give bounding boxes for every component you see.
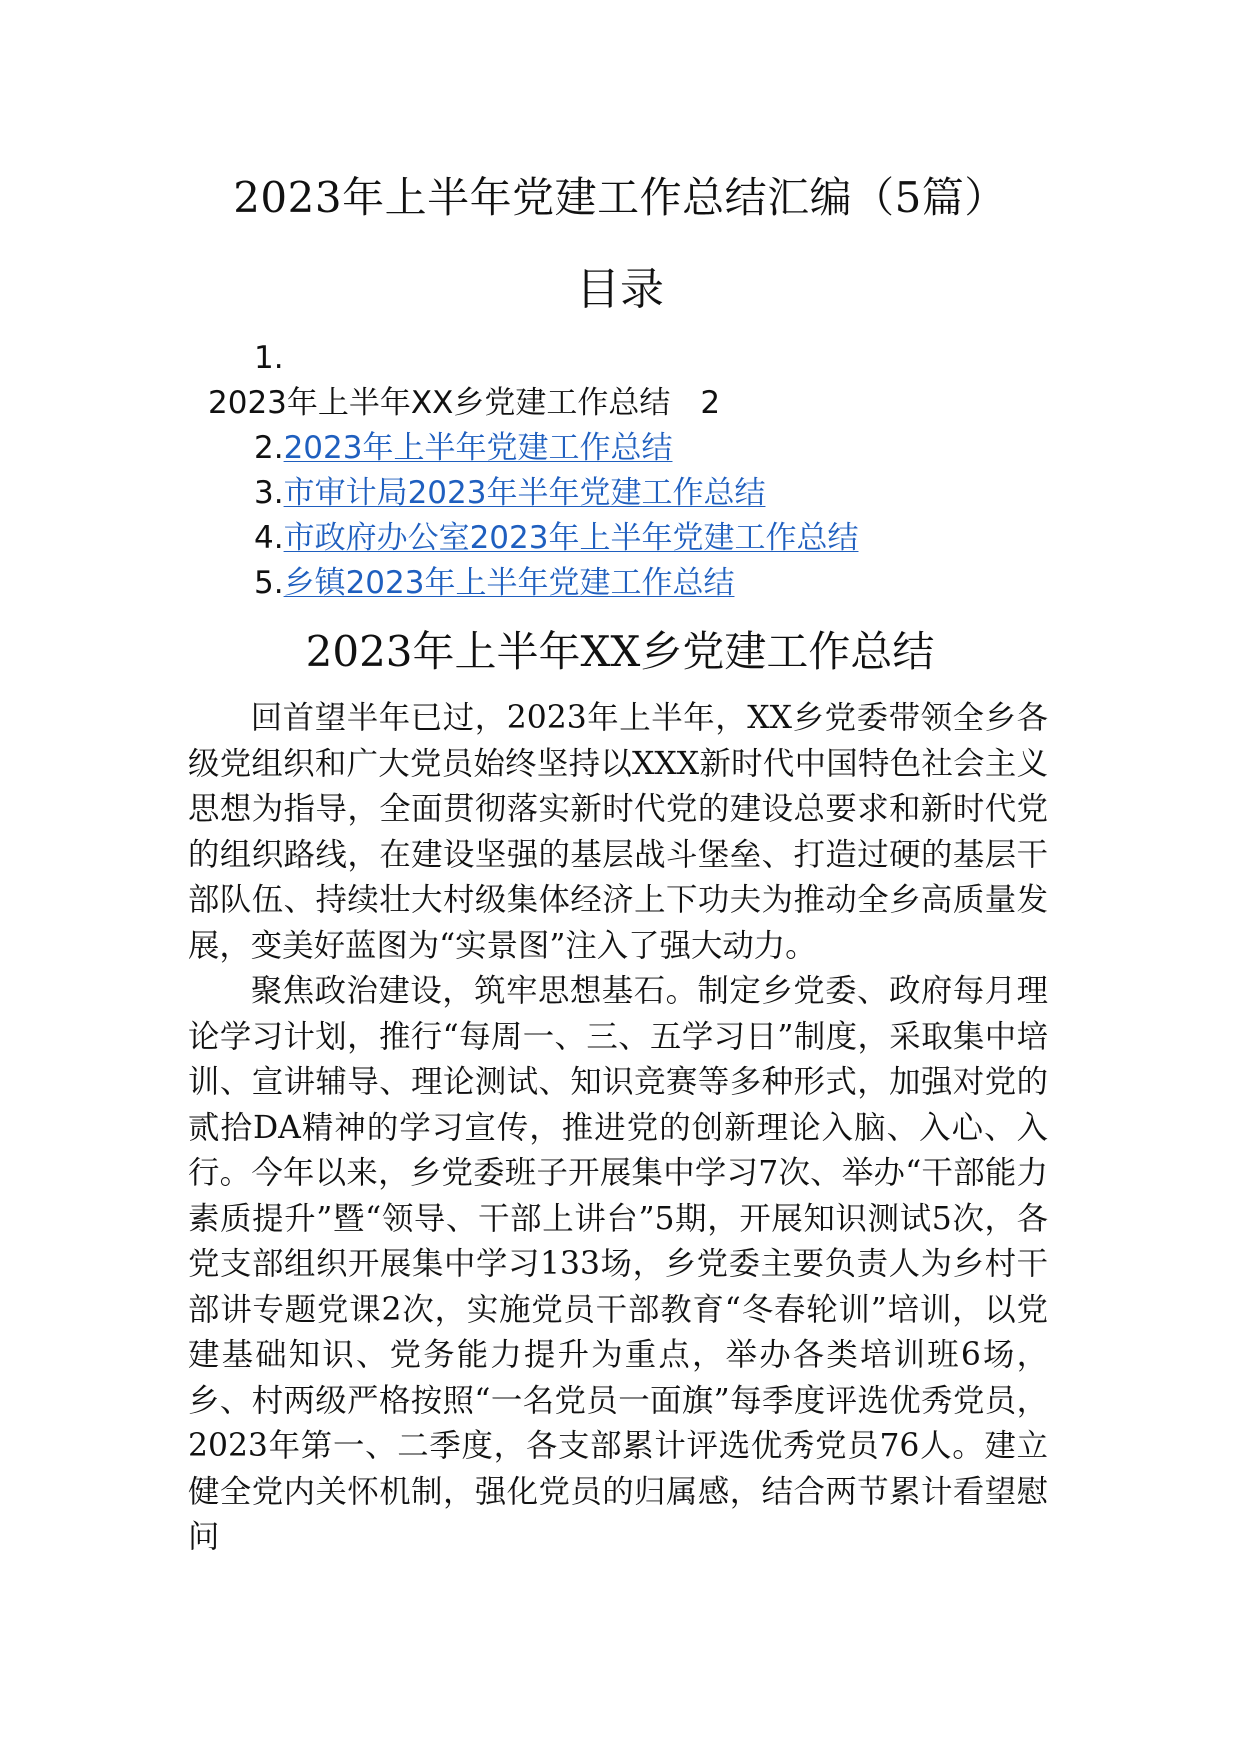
toc-link-5[interactable]: 乡镇2023年上半年党建工作总结 (283, 565, 735, 601)
toc-item-5 (208, 561, 1088, 606)
toc-item-5-number: 5. (254, 565, 284, 601)
toc-item-1-page: 2 (700, 385, 721, 421)
toc-item-4-number: 4. (254, 520, 284, 556)
toc-link-4[interactable]: 市政府办公室2023年上半年党建工作总结 (283, 520, 859, 556)
toc-item-1-label[interactable]: 2023年上半年XX乡党建工作总结 (208, 385, 671, 421)
paragraph-2: 聚焦政治建设，筑牢思想基石。制定乡党委、政府每月理论学习计划，推行“每周一、三、五学习日”制度，采取集中培训、宣讲辅导、理论测试、知识竞赛等多种形式，加强对党的贰拾DA精神的学习宣传，推进党的创新理论入脑、入心、入行。今年以来，乡党委班子开展集中学习7次、举办“干部能力素质提升”暨“领导、干部上讲台”5期，开展知识测试5次，各党支部组织开展集中学习133场，乡党委主要负责人为乡村干部讲专题党课2次，实施党员干部教育“冬春轮训”培训，以党建基础知识、党务能力提升为重点，举办各类培训班6场，乡、村两级严格按照“一名党员一面旗”每季度评选优秀党员，2023年第一、二季度，各支部累计评选优秀党员76人。建立健全党内关怀机制，强化党员的归属感，结合两节累计看望慰问 (188, 973, 1048, 1555)
toc-item-4 (208, 516, 1088, 561)
paragraph-1: 回首望半年已过，2023年上半年，XX乡党委带领全乡各级党组织和广大党员始终坚持以XXX新时代中国特色社会主义思想为指导，全面贯彻落实新时代党的建设总要求和新时代党的组织路线，在建设坚强的基层战斗堡垒、打造过硬的基层干部队伍、持续壮大村级集体经济上下功夫为推动全乡高质量发展，变美好蓝图为“实景图”注入了强大动力。 (188, 700, 1048, 964)
toc-link-2[interactable]: 2023年上半年党建工作总结 (283, 430, 673, 466)
document-title: 2023年上半年党建工作总结汇编（5篇） (233, 173, 1007, 222)
toc-item-2 (208, 426, 1088, 471)
toc-item-2-number: 2. (254, 430, 284, 466)
toc-item-1[interactable] (208, 381, 1088, 426)
article-title: 2023年上半年XX乡党建工作总结 (305, 627, 935, 676)
toc-item-3 (208, 471, 1088, 516)
toc-link-3[interactable]: 市审计局2023年半年党建工作总结 (283, 475, 766, 511)
table-of-contents (208, 336, 1088, 606)
article-body (188, 696, 1048, 1561)
toc-item-3-number: 3. (254, 475, 284, 511)
toc-item-1-number: 1. (254, 340, 284, 376)
toc-heading: 目录 (576, 264, 664, 315)
